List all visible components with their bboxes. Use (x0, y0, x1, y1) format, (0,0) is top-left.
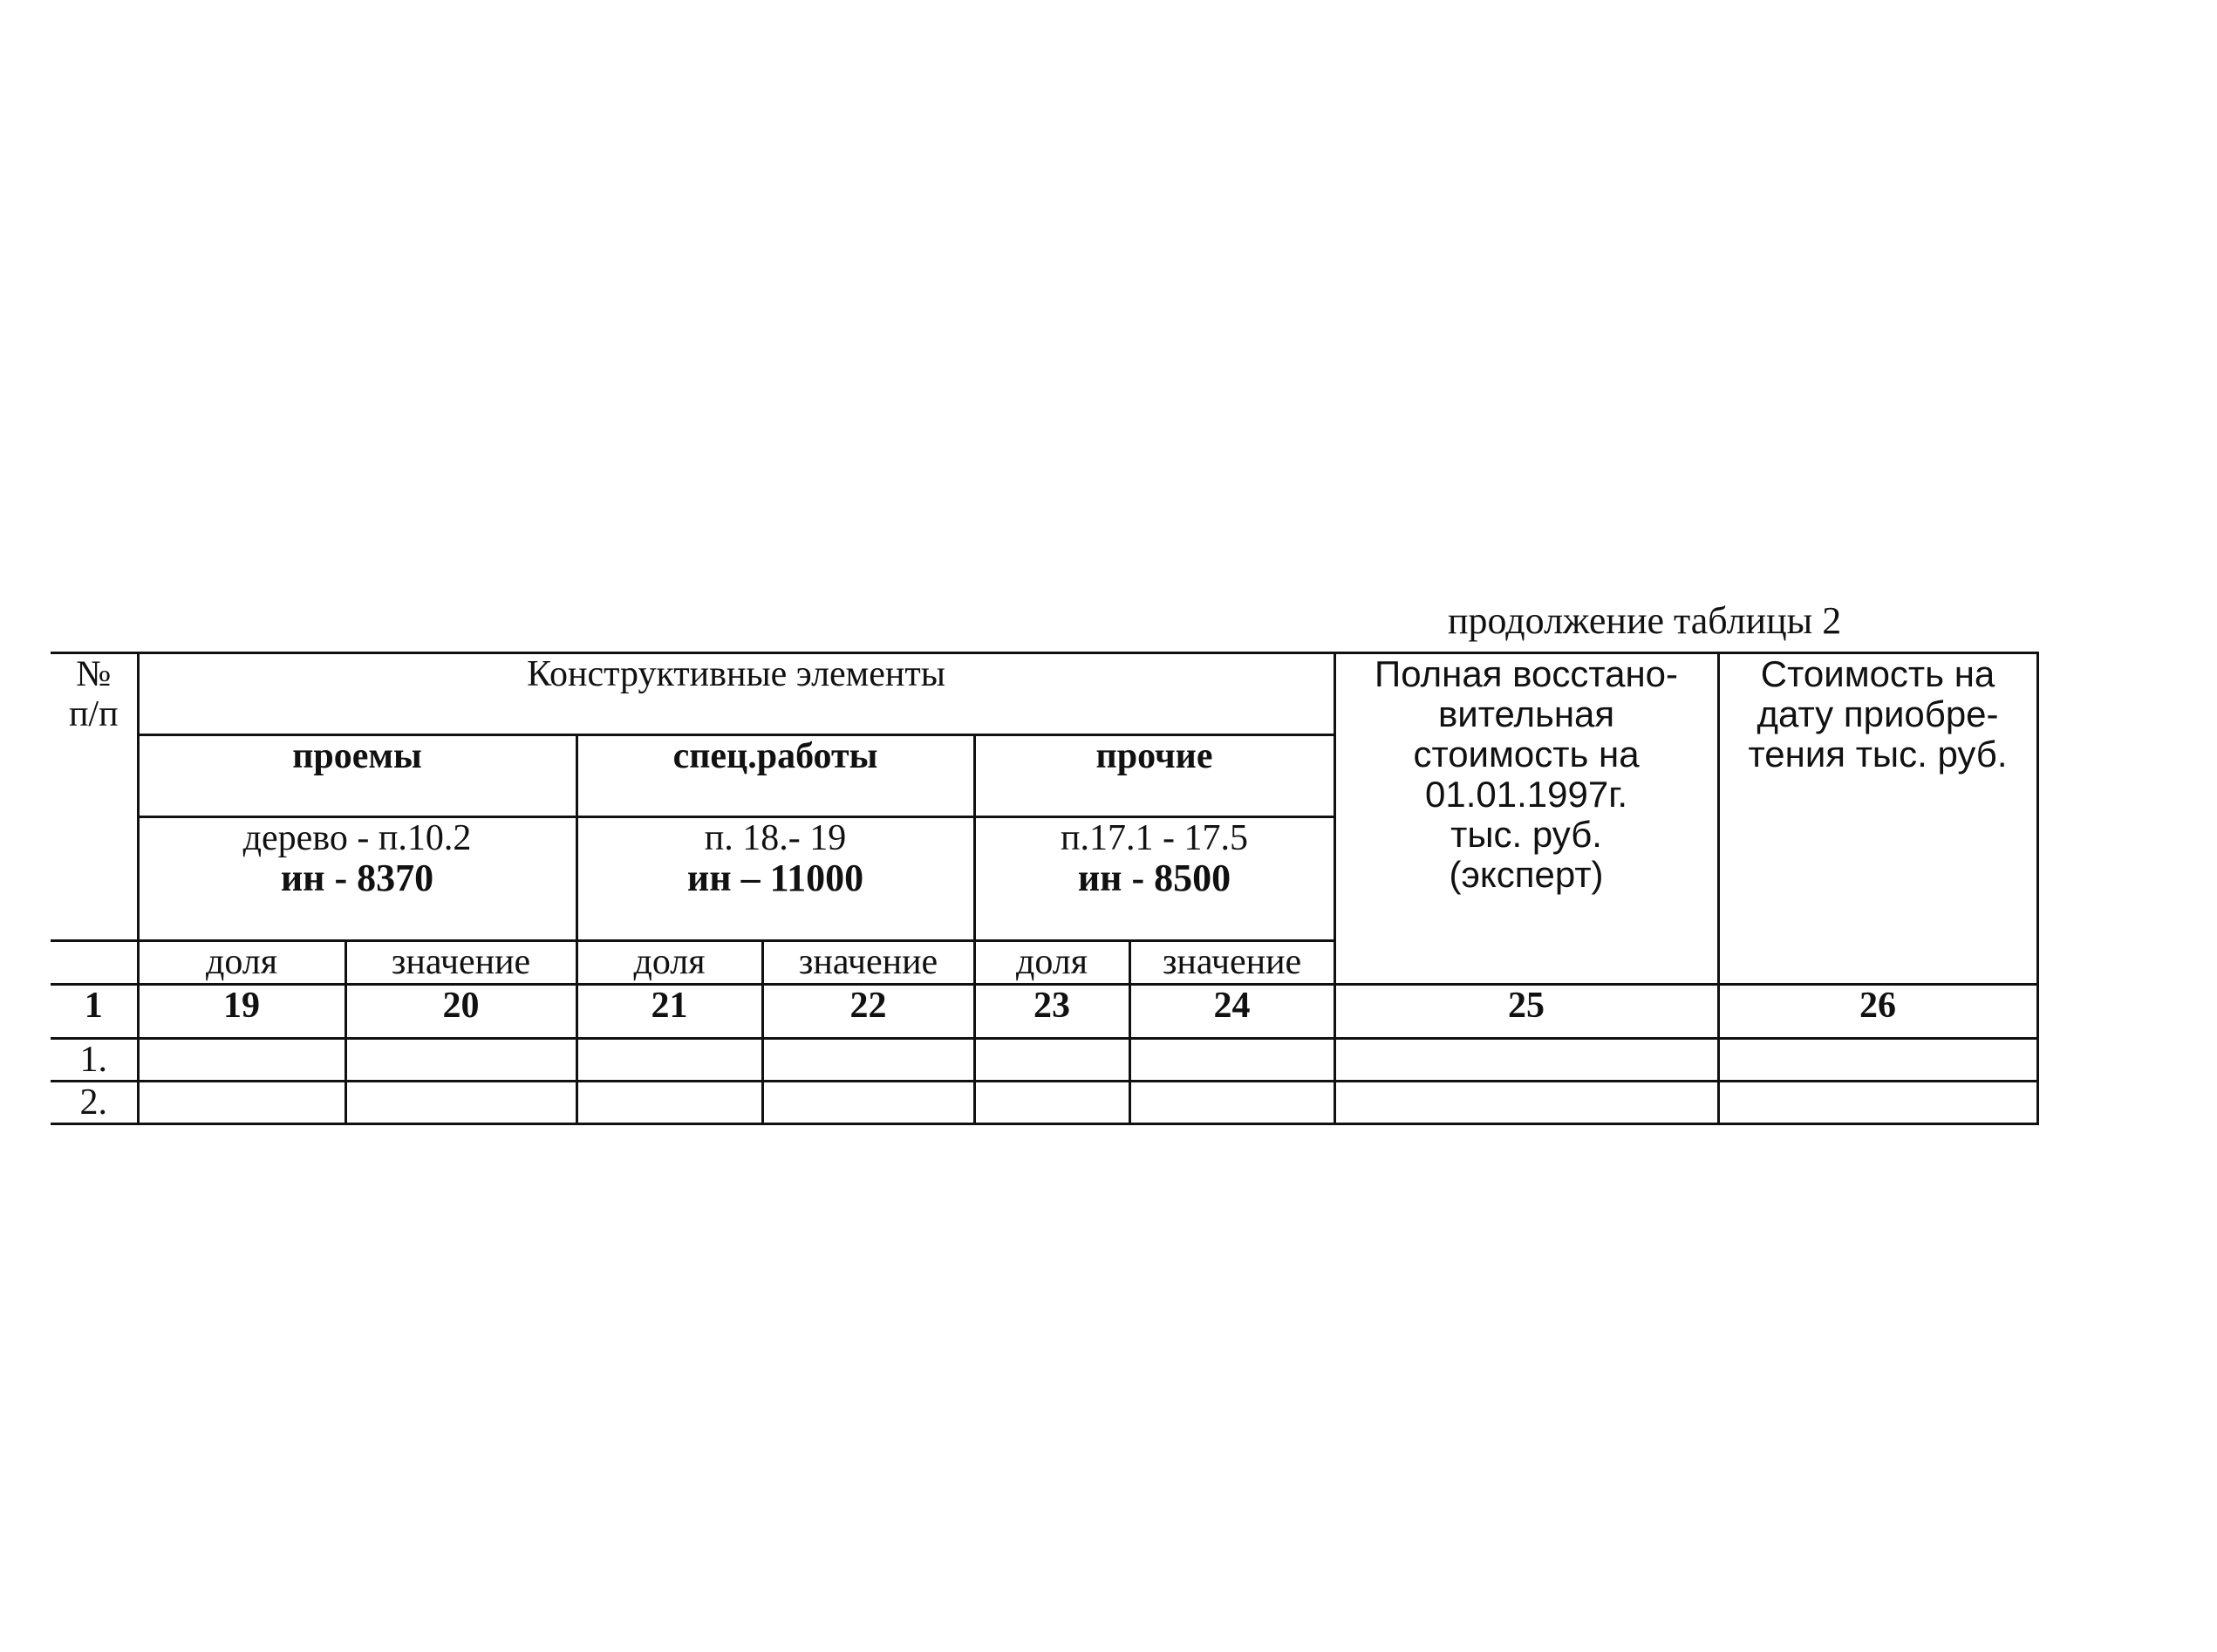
table-cell (1129, 1039, 1334, 1082)
number-header-label: № п/п (68, 654, 119, 734)
table-cell (1718, 1082, 2037, 1124)
full-cost-header (1334, 653, 1718, 985)
group-desc-special-works-text: п. 18.- 19 (704, 818, 847, 858)
table-cell (576, 1082, 762, 1124)
group-desc-openings (138, 817, 576, 941)
table-cell (1334, 1039, 1718, 1082)
col-value-special-works: значение (762, 941, 974, 985)
column-number: 24 (1129, 985, 1334, 1039)
group-name-openings: проемы (138, 735, 576, 817)
group-name-special-works: спец.работы (576, 735, 974, 817)
group-code-openings: ин - 8370 (280, 857, 434, 899)
col-share-openings: доля (138, 941, 345, 985)
number-header (51, 653, 138, 941)
column-number: 22 (762, 985, 974, 1039)
continuation-table (51, 652, 2039, 1125)
column-number: 19 (138, 985, 345, 1039)
column-number: 21 (576, 985, 762, 1039)
group-desc-special-works (576, 817, 974, 941)
col-value-other: значение (1129, 941, 1334, 985)
group-name-other: прочие (974, 735, 1334, 817)
table-cell (762, 1039, 974, 1082)
column-number: 20 (345, 985, 576, 1039)
group-desc-other-text: п.17.1 - 17.5 (1061, 818, 1248, 858)
table-row (51, 1039, 2037, 1082)
purchase-cost-header-label: Стоимость на дату приобре- тения тыс. руб. (1748, 653, 2008, 775)
table-caption: продолжение таблицы 2 (1448, 599, 1842, 642)
group-desc-openings-text: дерево - п.10.2 (242, 818, 472, 858)
full-cost-header-label: Полная восстано- вительная стоимость на 01.01.1997г. тыс. руб. (эксперт) (1375, 653, 1679, 895)
table-cell (1718, 1039, 2037, 1082)
column-number: 25 (1334, 985, 1718, 1039)
row-number: 2. (51, 1082, 138, 1124)
constructive-elements-header: Конструктивные элементы (138, 653, 1334, 735)
number-header-spacer (51, 941, 138, 985)
table-cell (345, 1039, 576, 1082)
col-share-other: доля (974, 941, 1129, 985)
col-value-openings: значение (345, 941, 576, 985)
table-cell (138, 1082, 345, 1124)
table-cell (576, 1039, 762, 1082)
table-cell (1334, 1082, 1718, 1124)
table-cell (762, 1082, 974, 1124)
purchase-cost-header (1718, 653, 2037, 985)
table-row (51, 1082, 2037, 1124)
row-number: 1. (51, 1039, 138, 1082)
table-cell (1129, 1082, 1334, 1124)
group-code-other: ин - 8500 (1077, 857, 1231, 899)
group-code-special-works: ин – 11000 (686, 857, 864, 899)
group-desc-other (974, 817, 1334, 941)
table-cell (138, 1039, 345, 1082)
table-cell (974, 1039, 1129, 1082)
col-share-special-works: доля (576, 941, 762, 985)
column-number: 26 (1718, 985, 2037, 1039)
column-number: 1 (51, 985, 138, 1039)
column-number: 23 (974, 985, 1129, 1039)
table-cell (974, 1082, 1129, 1124)
table-cell (345, 1082, 576, 1124)
